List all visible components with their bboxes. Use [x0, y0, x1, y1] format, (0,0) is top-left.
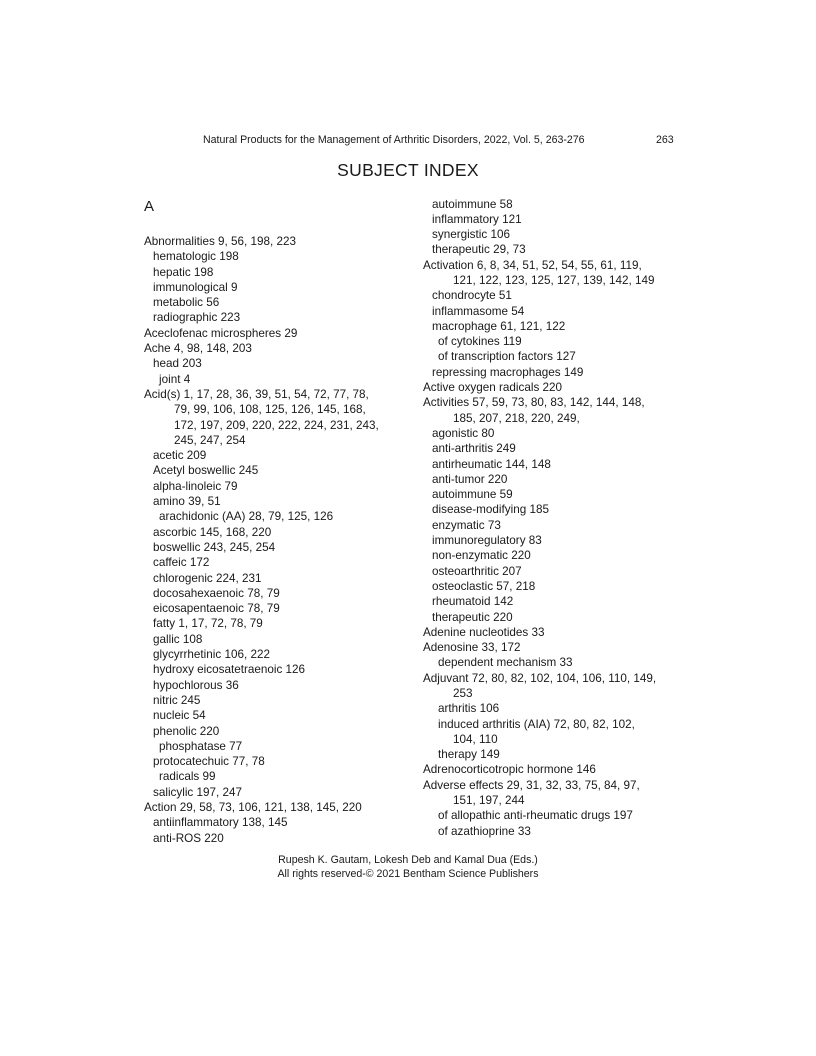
index-entry: 172, 197, 209, 220, 222, 224, 231, 243,	[174, 418, 379, 432]
index-entry: phenolic 220	[153, 724, 220, 738]
index-entry: hematologic 198	[153, 250, 239, 264]
index-entry: Activities 57, 59, 73, 80, 83, 142, 144, 148,	[423, 396, 645, 410]
index-entry: arthritis 106	[438, 702, 500, 716]
index-entry: autoimmune 58	[432, 197, 513, 211]
index-entry: Acid(s) 1, 17, 28, 36, 39, 51, 54, 72, 77, 78,	[144, 387, 369, 401]
index-entry: therapeutic 220	[432, 610, 513, 624]
index-entry: autoimmune 59	[432, 488, 513, 502]
index-entry: macrophage 61, 121, 122	[432, 319, 566, 333]
index-entry: caffeic 172	[153, 556, 210, 570]
index-entry: agonistic 80	[432, 426, 495, 440]
index-entry: ascorbic 145, 168, 220	[153, 525, 272, 539]
index-entry: repressing macrophages 149	[432, 365, 584, 379]
index-entry: Adenosine 33, 172	[423, 641, 521, 655]
footer-rights: All rights reserved-© 2021 Bentham Science Publishers	[277, 868, 539, 880]
journal-citation: Natural Products for the Management of Arthritic Disorders, 2022, Vol. 5, 263-276	[203, 134, 585, 146]
index-entry: 79, 99, 106, 108, 125, 126, 145, 168,	[174, 403, 366, 417]
index-entry: osteoarthritic 207	[432, 564, 522, 578]
index-entry: hypochlorous 36	[153, 678, 239, 692]
index-entry: anti-ROS 220	[153, 831, 224, 845]
index-entry: glycyrrhetinic 106, 222	[153, 648, 270, 662]
index-entry: Adjuvant 72, 80, 82, 102, 104, 106, 110, 149,	[423, 671, 657, 685]
index-entry: of azathioprine 33	[438, 824, 531, 838]
index-entry: hydroxy eicosatetraenoic 126	[153, 663, 306, 677]
section-letter: A	[144, 198, 155, 215]
index-entry: therapeutic 29, 73	[432, 243, 526, 257]
index-entry: gallic 108	[153, 632, 203, 646]
index-entry: head 203	[153, 357, 202, 371]
footer-editors: Rupesh K. Gautam, Lokesh Deb and Kamal Dua (Eds.)	[278, 854, 538, 866]
index-entry: enzymatic 73	[432, 518, 501, 532]
index-entry: inflammatory 121	[432, 212, 522, 226]
index-column-right	[423, 197, 683, 839]
page-title: SUBJECT INDEX	[337, 160, 479, 180]
index-entry: Abnormalities 9, 56, 198, 223	[144, 235, 297, 248]
index-entry: Action 29, 58, 73, 106, 121, 138, 145, 220	[144, 800, 362, 814]
index-entry: Aceclofenac microspheres 29	[144, 326, 298, 340]
index-entry: immunological 9	[153, 280, 238, 294]
index-entry: 121, 122, 123, 125, 127, 139, 142, 149	[453, 273, 655, 287]
index-entry: boswellic 243, 245, 254	[153, 540, 276, 554]
index-entry: dependent mechanism 33	[438, 656, 573, 670]
index-entry: Adverse effects 29, 31, 32, 33, 75, 84, 97,	[423, 778, 640, 792]
index-entry: of transcription factors 127	[438, 350, 576, 364]
index-entry: immunoregulatory 83	[432, 534, 542, 548]
index-entry: non-enzymatic 220	[432, 549, 531, 563]
index-entry: Adenine nucleotides 33	[423, 625, 545, 639]
index-entry: synergistic 106	[432, 228, 510, 242]
index-entry: phosphatase 77	[159, 739, 243, 753]
index-entry: nucleic 54	[153, 709, 206, 723]
index-entry: Acetyl boswellic 245	[153, 464, 259, 478]
index-entry: joint 4	[159, 372, 191, 386]
index-entry: antiinflammatory 138, 145	[153, 816, 288, 830]
index-entry: chlorogenic 224, 231	[153, 571, 262, 585]
index-entry: anti-tumor 220	[432, 472, 508, 486]
index-entry: metabolic 56	[153, 296, 220, 310]
index-entry: radiographic 223	[153, 311, 241, 325]
running-head	[0, 134, 816, 150]
index-entry: Activation 6, 8, 34, 51, 52, 54, 55, 61, 119,	[423, 258, 642, 272]
index-entry: rheumatoid 142	[432, 595, 514, 609]
index-entry: eicosapentaenoic 78, 79	[153, 602, 280, 616]
index-entry: docosahexaenoic 78, 79	[153, 586, 280, 600]
index-entry: induced arthritis (AIA) 72, 80, 82, 102,	[438, 717, 635, 731]
index-entry: osteoclastic 57, 218	[432, 579, 536, 593]
index-entry: nitric 245	[153, 693, 201, 707]
index-entry: alpha-linoleic 79	[153, 479, 238, 493]
index-column-left	[144, 234, 404, 846]
index-entry: inflammasome 54	[432, 304, 525, 318]
index-entry: Ache 4, 98, 148, 203	[144, 342, 252, 356]
index-entry: 151, 197, 244	[453, 794, 525, 808]
index-entry: 104, 110	[453, 732, 498, 746]
index-entry: arachidonic (AA) 28, 79, 125, 126	[159, 510, 334, 524]
index-entry: Adrenocorticotropic hormone 146	[423, 763, 596, 777]
index-entry: hepatic 198	[153, 265, 214, 279]
index-entry: Active oxygen radicals 220	[423, 381, 563, 395]
index-entry: of allopathic anti-rheumatic drugs 197	[438, 809, 633, 823]
index-entry: chondrocyte 51	[432, 289, 512, 303]
page-number: 263	[656, 134, 674, 146]
index-entry: disease-modifying 185	[432, 503, 549, 517]
index-entry: 245, 247, 254	[174, 433, 246, 447]
index-entry: antirheumatic 144, 148	[432, 457, 551, 471]
index-entry: anti-arthritis 249	[432, 442, 516, 456]
index-entry: 253	[453, 687, 473, 700]
index-entry: protocatechuic 77, 78	[153, 755, 265, 769]
index-entry: 185, 207, 218, 220, 249,	[453, 411, 580, 425]
index-entry: amino 39, 51	[153, 495, 221, 509]
index-entry: salicylic 197, 247	[153, 785, 243, 799]
index-entry: acetic 209	[153, 449, 207, 463]
index-entry: therapy 149	[438, 748, 500, 762]
index-entry: radicals 99	[159, 770, 216, 784]
footer	[0, 853, 816, 881]
index-entry: of cytokines 119	[438, 335, 522, 349]
index-entry: fatty 1, 17, 72, 78, 79	[153, 617, 263, 631]
